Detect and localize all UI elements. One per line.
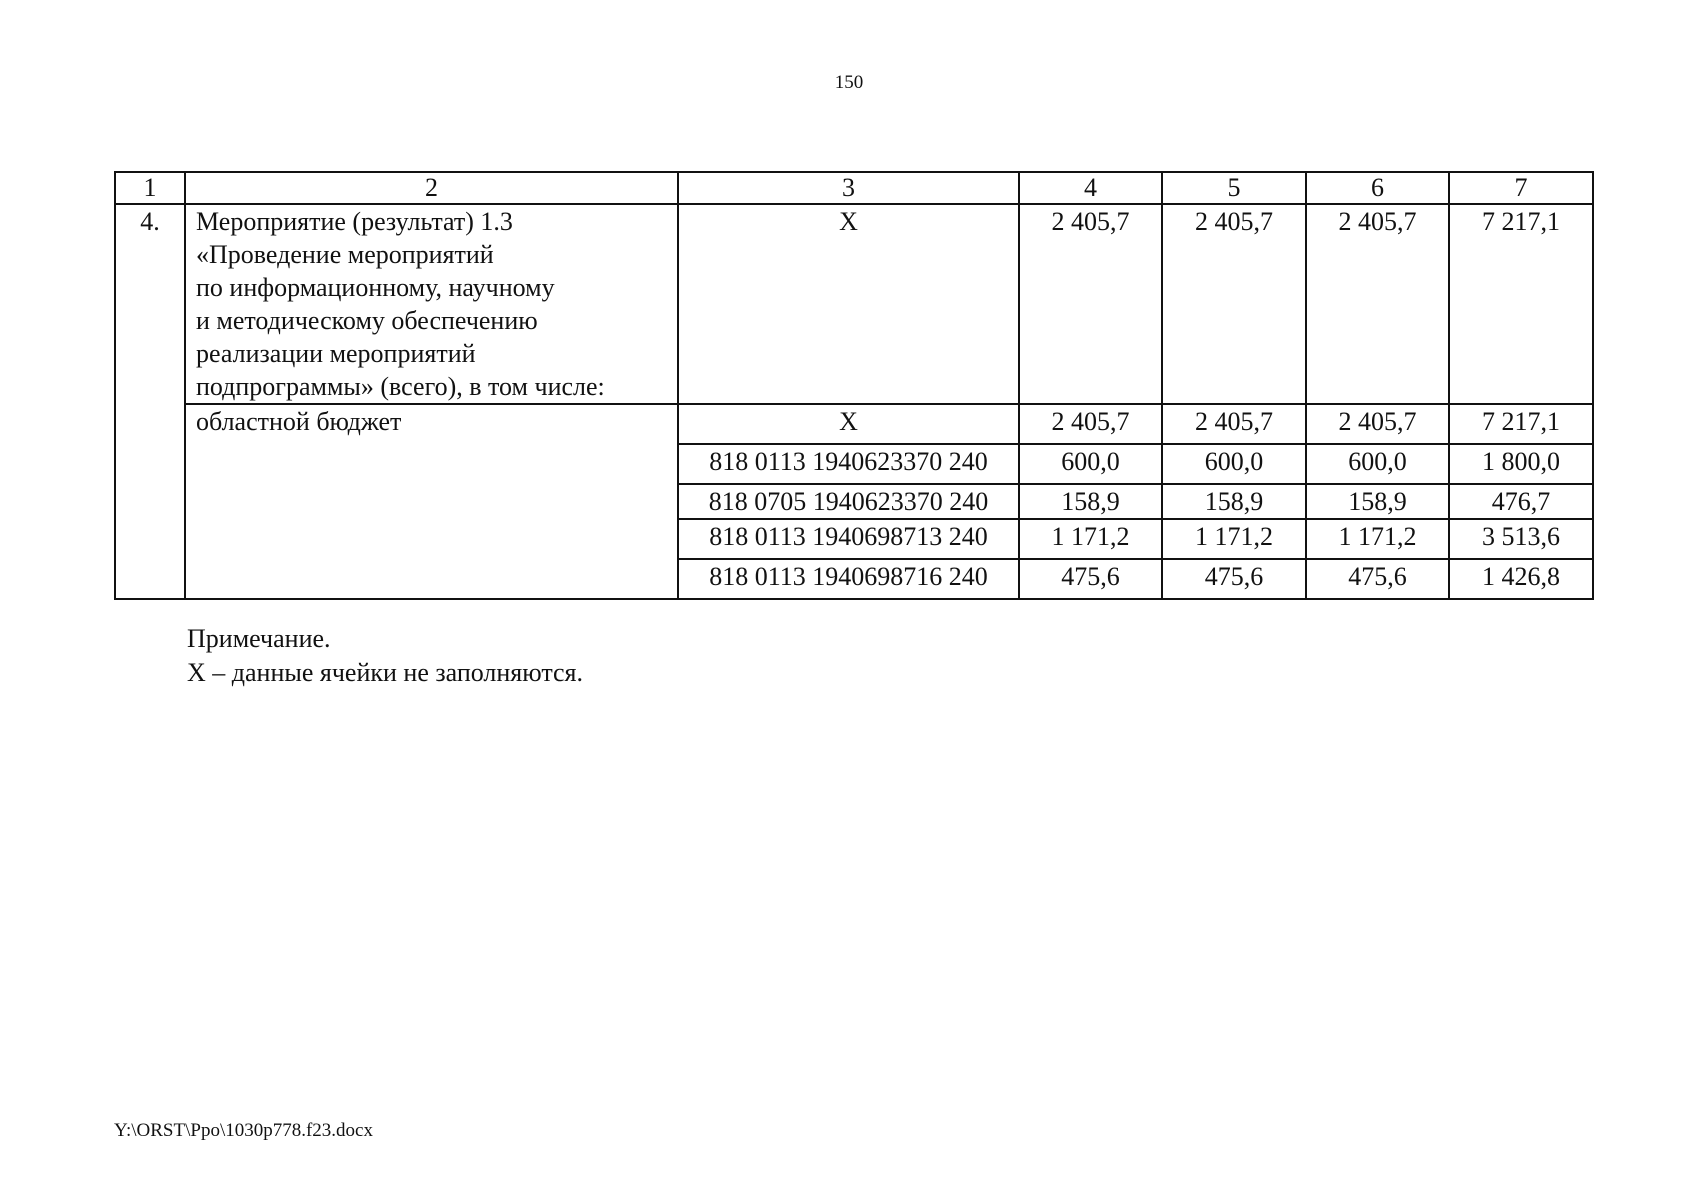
value-cell: 3 513,6	[1449, 519, 1593, 559]
header-cell: 2	[185, 172, 678, 204]
header-cell: 4	[1019, 172, 1162, 204]
value-cell: 158,9	[1162, 484, 1306, 519]
classification-code: 818 0113 1940698713 240	[678, 519, 1019, 559]
value-cell: 2 405,7	[1306, 204, 1449, 404]
event-code: X	[678, 204, 1019, 404]
value-cell: 2 405,7	[1162, 204, 1306, 404]
note-text: X – данные ячейки не заполняются.	[187, 658, 584, 687]
value-cell: 158,9	[1019, 484, 1162, 519]
value-cell: 1 426,8	[1449, 559, 1593, 599]
value-cell: 600,0	[1162, 444, 1306, 484]
page-number: 150	[834, 72, 864, 93]
value-cell: 1 800,0	[1449, 444, 1593, 484]
header-cell: 5	[1162, 172, 1306, 204]
budget-table	[114, 171, 1594, 600]
row-number: 4.	[115, 204, 185, 599]
value-cell: 2 405,7	[1306, 404, 1449, 444]
event-line: по информационному, научному	[196, 273, 555, 302]
event-line: Мероприятие (результат) 1.3	[196, 207, 513, 236]
value-cell: 600,0	[1306, 444, 1449, 484]
event-line: и методическому обеспечению	[196, 306, 538, 335]
value-cell: 475,6	[1019, 559, 1162, 599]
budget-label: областной бюджет	[185, 404, 678, 599]
header-cell: 7	[1449, 172, 1593, 204]
budget-row	[115, 404, 1593, 444]
value-cell: 1 171,2	[1019, 519, 1162, 559]
value-cell: 2 405,7	[1019, 404, 1162, 444]
value-cell: 1 171,2	[1162, 519, 1306, 559]
document-path: Y:\ORST\Ppo\1030p778.f23.docx	[114, 1120, 373, 1141]
note-title: Примечание.	[187, 624, 331, 653]
value-cell: 475,6	[1306, 559, 1449, 599]
value-cell: 7 217,1	[1449, 404, 1593, 444]
event-description	[185, 204, 678, 404]
event-line: подпрограммы» (всего), в том числе:	[196, 372, 605, 401]
value-cell: 475,6	[1162, 559, 1306, 599]
event-row	[115, 204, 1593, 404]
value-cell: 600,0	[1019, 444, 1162, 484]
classification-code: 818 0113 1940623370 240	[678, 444, 1019, 484]
value-cell: 2 405,7	[1162, 404, 1306, 444]
budget-code: X	[678, 404, 1019, 444]
classification-code: 818 0705 1940623370 240	[678, 484, 1019, 519]
note-block	[187, 622, 583, 690]
value-cell: 158,9	[1306, 484, 1449, 519]
header-cell: 6	[1306, 172, 1449, 204]
classification-code: 818 0113 1940698716 240	[678, 559, 1019, 599]
value-cell: 7 217,1	[1449, 204, 1593, 404]
table-header-row	[115, 172, 1593, 204]
header-cell: 1	[115, 172, 185, 204]
header-cell: 3	[678, 172, 1019, 204]
value-cell: 1 171,2	[1306, 519, 1449, 559]
value-cell: 476,7	[1449, 484, 1593, 519]
event-line: реализации мероприятий	[196, 339, 476, 368]
value-cell: 2 405,7	[1019, 204, 1162, 404]
event-line: «Проведение мероприятий	[196, 240, 494, 269]
